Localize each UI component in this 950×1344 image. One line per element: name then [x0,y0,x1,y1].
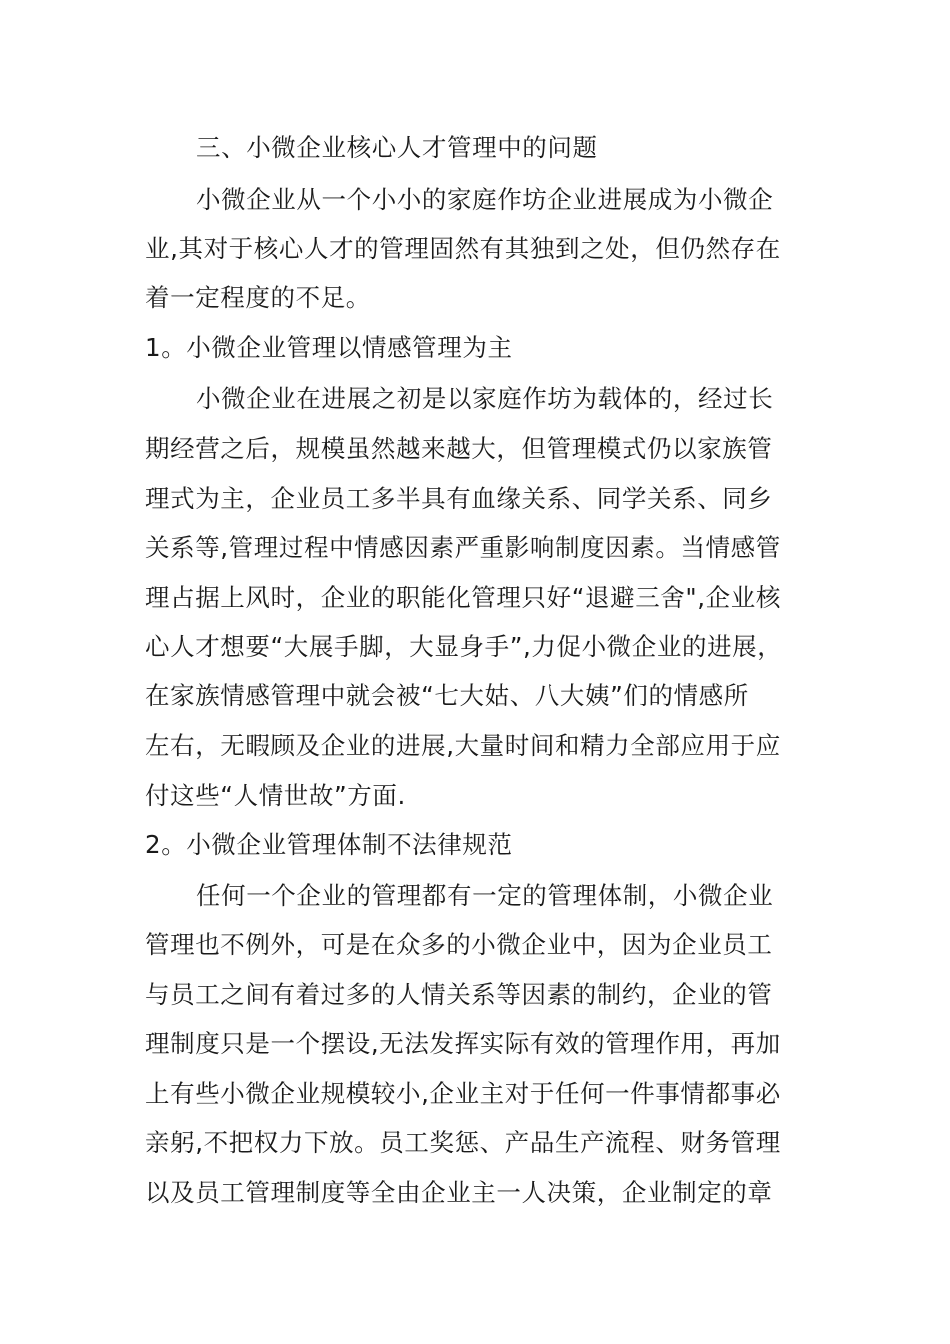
paragraph-line: 与员工之间有着过多的人情关系等因素的制约，企业的管 [145,980,773,1009]
paragraph-line: 在家族情感管理中就会被“七大姑、八大姨”们的情感所 [145,681,749,710]
paragraph-line: 着一定程度的不足。 [145,283,371,312]
paragraph-line: 小微企业在进展之初是以家庭作坊为载体的，经过长 [196,384,774,413]
paragraph-line: 小微企业从一个小小的家庭作坊企业进展成为小微企 [196,185,774,214]
paragraph-line: 以及员工管理制度等全由企业主一人决策，企业制定的章 [145,1178,773,1207]
paragraph-line: 付这些“人情世故”方面. [145,781,406,810]
paragraph-line: 理式为主，企业员工多半具有血缘关系、同学关系、同乡 [145,484,773,513]
paragraph-line: 亲躬,不把权力下放。员工奖惩、产品生产流程、财务管理 [145,1128,781,1157]
paragraph-line: 左右，无暇顾及企业的进展,大量时间和精力全部应用于应 [145,731,781,760]
paragraph-line: 上有些小微企业规模较小,企业主对于任何一件事情都事必 [145,1079,781,1108]
paragraph-line: 任何一个企业的管理都有一定的管理体制，小微企业 [196,881,774,910]
paragraph-line: 管理也不例外，可是在众多的小微企业中，因为企业员工 [145,930,773,959]
subsection-heading-1: 1。小微企业管理以情感管理为主 [145,333,513,362]
paragraph-line: 理制度只是一个摆设,无法发挥实际有效的管理作用，再加 [145,1029,781,1058]
paragraph-line: 心人才想要“大展手脚，大显身手”,力促小微企业的进展， [145,632,783,661]
paragraph-line: 期经营之后，规模虽然越来越大，但管理模式仍以家族管 [145,434,773,463]
subsection-heading-2: 2。小微企业管理体制不法律规范 [145,830,513,859]
paragraph-line: 理占据上风时，企业的职能化管理只好“退避三舍",企业核 [145,583,781,612]
paragraph-line: 关系等,管理过程中情感因素严重影响制度因素。当情感管 [145,533,781,562]
section-title: 三、小微企业核心人才管理中的问题 [196,133,598,162]
paragraph-line: 业,其对于核心人才的管理固然有其独到之处，但仍然存在 [145,234,781,263]
